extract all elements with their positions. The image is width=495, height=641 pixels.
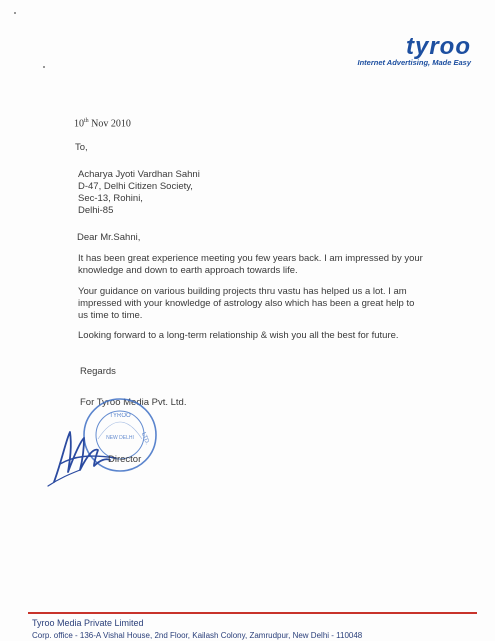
footer-divider bbox=[28, 612, 477, 614]
closing-regards: Regards bbox=[80, 366, 116, 377]
signatory-designation: Director bbox=[108, 454, 142, 465]
date-day: 10 bbox=[74, 118, 84, 130]
body-paragraph: Looking forward to a long-term relationship & wish you all the best for future. bbox=[78, 330, 399, 341]
date-month-year: Nov 2010 bbox=[88, 118, 131, 130]
address-line: Sec-13, Rohini, bbox=[78, 193, 143, 204]
svg-text:NEW DELHI: NEW DELHI bbox=[106, 435, 134, 441]
company-logo bbox=[331, 33, 471, 67]
letter-date bbox=[74, 118, 131, 129]
salutation: Dear Mr.Sahni, bbox=[77, 232, 141, 243]
body-paragraph: Your guidance on various building projects thru vastu has helped us a lot. I am impressed with your knowledge of astrology also which has been a great help to us time to time. bbox=[78, 286, 415, 321]
scan-speck bbox=[43, 66, 45, 68]
logo-tagline: Internet Advertising, Made Easy bbox=[357, 58, 471, 67]
body-paragraph: It has been great experience meeting you few years back. I am impressed by your knowledge and down to earth approach towards life. bbox=[78, 253, 423, 276]
to-line: To, bbox=[75, 142, 88, 153]
address-line: D-47, Delhi Citizen Society, bbox=[78, 181, 193, 192]
scan-speck bbox=[14, 12, 16, 14]
date-suffix: th bbox=[84, 118, 89, 124]
logo-wordmark: tyroo bbox=[406, 33, 471, 60]
svg-text:LTD.: LTD. bbox=[139, 431, 150, 446]
address-line: Delhi-85 bbox=[78, 205, 114, 216]
svg-text:TYROO: TYROO bbox=[109, 413, 131, 419]
recipient-address bbox=[78, 169, 200, 217]
for-company-line: For Tyroo Media Pvt. Ltd. bbox=[80, 397, 187, 408]
footer-company-name: Tyroo Media Private Limited bbox=[32, 618, 144, 628]
address-line: Acharya Jyoti Vardhan Sahni bbox=[78, 169, 200, 180]
footer-address: Corp. office - 136-A Vishal House, 2nd Floor, Kailash Colony, Zamrudpur, New Delhi - 110048 bbox=[32, 631, 363, 640]
